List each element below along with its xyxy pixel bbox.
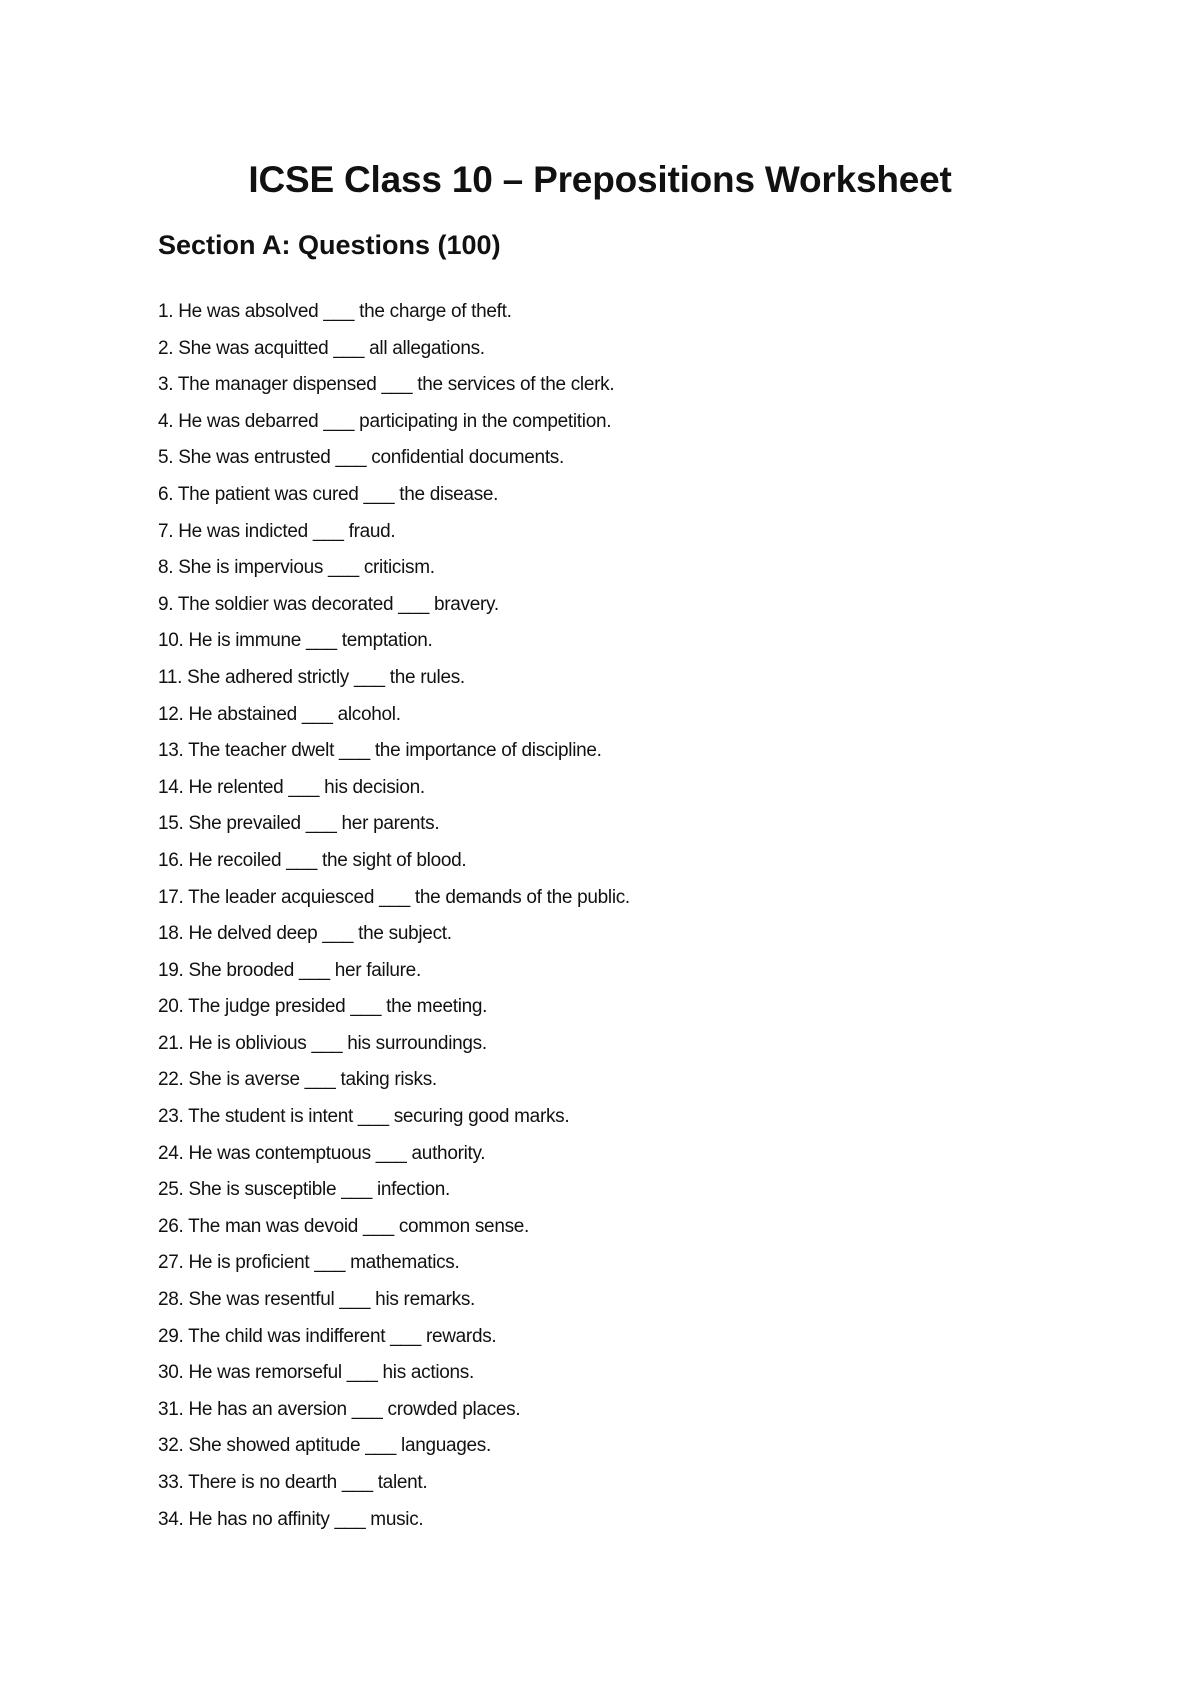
- question-item: 28. She was resentful ___ his remarks.: [158, 1289, 476, 1311]
- question-item: 33. There is no dearth ___ talent.: [158, 1472, 428, 1493]
- question-item: 8. She is impervious ___ criticism.: [158, 557, 435, 579]
- question-item: 6. The patient was cured ___ the disease.: [158, 483, 499, 505]
- question-item: 18. He delved deep ___ the subject.: [158, 923, 452, 945]
- question-item: 24. He was contemptuous ___ authority.: [158, 1142, 486, 1164]
- question-item: 16. He recoiled ___ the sight of blood.: [158, 849, 467, 871]
- question-item: 7. He was indicted ___ fraud.: [158, 520, 396, 542]
- question-item: 26. The man was devoid ___ common sense.: [158, 1215, 530, 1237]
- question-item: 13. The teacher dwelt ___ the importance of discipline.: [158, 740, 602, 762]
- section-heading: Section A: Questions (100): [158, 230, 501, 260]
- page-title: ICSE Class 10 – Prepositions Worksheet: [248, 159, 952, 200]
- question-item: 3. The manager dispensed ___ the services of the clerk.: [158, 374, 615, 396]
- question-item: 22. She is averse ___ taking risks.: [158, 1069, 437, 1091]
- question-item: 31. He has an aversion ___ crowded places.: [158, 1398, 521, 1420]
- question-item: 29. The child was indifferent ___ rewards.: [158, 1325, 497, 1347]
- question-item: 9. The soldier was decorated ___ bravery.: [158, 593, 499, 615]
- question-item: 2. She was acquitted ___ all allegations.: [158, 337, 485, 359]
- question-list: [158, 298, 630, 1542]
- question-item: 10. He is immune ___ temptation.: [158, 630, 433, 652]
- question-item: 12. He abstained ___ alcohol.: [158, 703, 401, 725]
- question-item: 4. He was debarred ___ participating in the competition.: [158, 410, 612, 432]
- question-item: 21. He is oblivious ___ his surroundings.: [158, 1032, 487, 1054]
- question-item: 30. He was remorseful ___ his actions.: [158, 1362, 474, 1384]
- question-item: 15. She prevailed ___ her parents.: [158, 813, 440, 835]
- question-item: 11. She adhered strictly ___ the rules.: [158, 666, 465, 688]
- question-item: 17. The leader acquiesced ___ the demands of the public.: [158, 886, 630, 908]
- question-item: 34. He has no affinity ___ music.: [158, 1508, 424, 1530]
- question-item: 32. She showed aptitude ___ languages.: [158, 1435, 491, 1457]
- question-item: 20. The judge presided ___ the meeting.: [158, 996, 488, 1018]
- question-item: 19. She brooded ___ her failure.: [158, 959, 421, 981]
- question-item: 25. She is susceptible ___ infection.: [158, 1179, 451, 1201]
- question-item: 27. He is proficient ___ mathematics.: [158, 1252, 460, 1274]
- question-item: 1. He was absolved ___ the charge of theft.: [158, 301, 512, 322]
- question-item: 14. He relented ___ his decision.: [158, 776, 425, 798]
- question-item: 23. The student is intent ___ securing good marks.: [158, 1106, 570, 1128]
- question-item: 5. She was entrusted ___ confidential documents.: [158, 447, 564, 469]
